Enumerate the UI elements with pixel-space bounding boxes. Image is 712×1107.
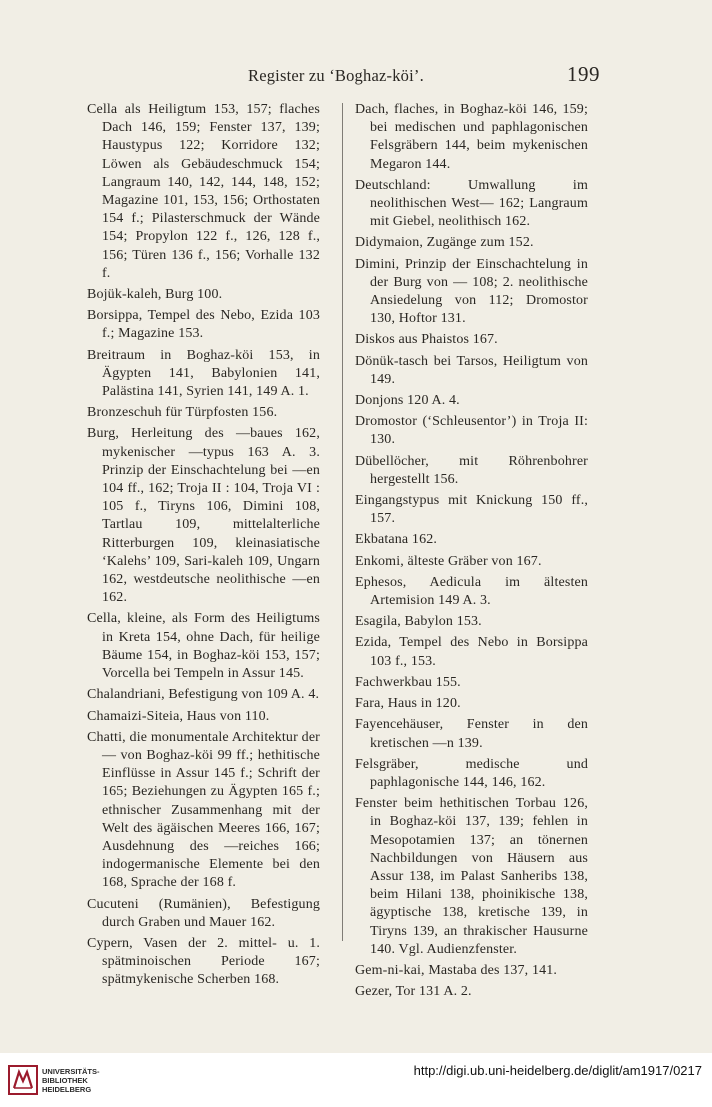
index-entry: Donjons 120 A. 4.: [355, 393, 460, 409]
index-entry: Diskos aus Phaistos 167.: [355, 332, 498, 348]
library-seal-icon: [10, 1067, 36, 1093]
index-entry: Breitraum in Boghaz-köi 153, in Ägypten 141, Babylonien 141, Palästina 141, Syrien 141, 149 A. 1.: [87, 347, 320, 400]
index-entry: Cella, kleine, als Form des Heiligtums in Kreta 154, ohne Dach, für heilige Bäume 154, in Boghaz-köi 153, 157; Vorcella bei Tempeln in Assur 145.: [87, 611, 320, 682]
university-library-logo[interactable]: [8, 1065, 38, 1095]
index-entry: Dübellöcher, mit Röhrenbohrer hergestellt 156.: [355, 453, 588, 487]
running-title: Register zu ‘Boghaz-köi’.: [248, 66, 424, 85]
index-entry: Ezida, Tempel des Nebo in Borsippa 103 f., 153.: [355, 635, 588, 669]
index-entry: Ekbatana 162.: [355, 532, 438, 548]
index-entry: Chatti, die monumentale Architektur der — von Boghaz-köi 99 ff.; hethitische Einflüsse in Assur 145 f.; Schrift der 165; Beziehungen zu Ägypten 165 f.; ethnischer Zusammenhang mit der Welt des ägäischen Meeres 166, 167; Ausdehnung des —reiches 166; indogermanische Elemente bei den 168, Sprache der 168 f.: [87, 729, 320, 891]
index-entry: Fayencehäuser, Fenster in den kretischen —n 139.: [355, 717, 588, 751]
index-entry: Didymaion, Zugänge zum 152.: [355, 235, 534, 251]
library-name-line: UNIVERSITÄTS-: [42, 1067, 100, 1076]
index-entry: Gem-ni-kai, Mastaba des 137, 141.: [355, 962, 558, 978]
column-divider: [342, 103, 343, 941]
library-name: [42, 1067, 100, 1094]
index-entry: Fachwerkbau 155.: [355, 674, 461, 690]
index-entry: Enkomi, älteste Gräber von 167.: [355, 553, 542, 569]
page-number: 199: [567, 62, 600, 86]
index-entry: Gezer, Tor 131 A. 2.: [355, 984, 472, 1000]
index-entry: Fenster beim hethitischen Torbau 126, in Boghaz-köi 137, 139; fehlen in Mesopotamien 137; an tönernen Nachbildungen von Häusern aus Assur 138, im Palast Sanheribs 138, beim Hilani 138, phoinikische 138, ägyptische 138, kretische 139, in Tiryns 139, an thrakischer Hausurne 140. Vgl. Audienzfenster.: [355, 796, 588, 957]
index-column-left: [87, 101, 320, 993]
index-entry: Eingangstypus mit Knickung 150 ff., 157.: [355, 493, 588, 527]
index-entry: Chalandriani, Befestigung von 109 A. 4.: [87, 687, 320, 703]
index-entry: Chamaizi-Siteia, Haus von 110.: [87, 708, 270, 724]
index-entry: Borsippa, Tempel des Nebo, Ezida 103 f.; Magazine 153.: [87, 308, 320, 342]
index-entry: Dach, flaches, in Boghaz-köi 146, 159; bei medischen und paphlagonischen Felsgräbern 144, beim mykenischen Megaron 144.: [355, 102, 588, 172]
digital-copy-url[interactable]: http://digi.ub.uni-heidelberg.de/diglit/am1917/0217: [413, 1063, 702, 1078]
library-name-line: BIBLIOTHEK: [42, 1076, 88, 1085]
index-column-right: [355, 101, 588, 1004]
index-entry: Fara, Haus in 120.: [355, 696, 461, 712]
library-name-line: HEIDELBERG: [42, 1085, 92, 1094]
index-entry: Cucuteni (Rumänien), Befestigung durch Graben und Mauer 162.: [87, 896, 320, 930]
index-entry: Dromostor (‘Schleusentor’) in Troja II: 130.: [355, 414, 588, 448]
index-entry: Felsgräber, medische und paphlagonische 144, 146, 162.: [355, 756, 588, 790]
index-entry: Esagila, Babylon 153.: [355, 614, 482, 630]
footer-bar: [0, 1053, 712, 1107]
index-entry: Ephesos, Aedicula im ältesten Artemision 149 A. 3.: [355, 574, 588, 609]
index-entry: Cypern, Vasen der 2. mittel- u. 1. spätminoischen Periode 167; spätmykenische Scherben 168.: [87, 935, 320, 988]
index-entry: Dimini, Prinzip der Einschachtelung in der Burg von — 108; 2. neolithische Ansiedelung von 112; Dromostor 130, Hoftor 131.: [355, 256, 588, 327]
index-entry: Bojük-kaleh, Burg 100.: [87, 287, 223, 303]
index-entry: Deutschland: Umwallung im neolithischen West— 162; Langraum mit Giebel, neolithisch 162.: [355, 177, 588, 230]
index-entry: Dönük-tasch bei Tarsos, Heiligtum von 149.: [355, 353, 588, 387]
index-entry: Cella als Heiligtum 153, 157; flaches Dach 146, 159; Fenster 137, 139; Haustypus 122; Korridore 132; Löwen als Gebäudeschmuck 154; Langraum 140, 142, 144, 148, 152; Magazine 101, 153, 156; Orthostaten 154 f.; Pilasterschmuck der Wände 154; Propylon 122 f., 126, 128 f., 156; Türen 136 f., 156; Vorhalle 132 f.: [87, 102, 320, 281]
index-entry: Burg, Herleitung des —baues 162, mykenischer —typus 163 A. 3. Prinzip der Einschachtelung bei —en 104 ff., 162; Troja II : 104, Troja VI : 105 f., Tiryns 106, Dimini 108, Tartlau 109, mittelalterliche Ritterburgen 109, kleinasiatische ‘Kalehs’ 109, Sari-kaleh 109, Ungarn 162, westdeutsche neolithische —en 162.: [87, 426, 320, 606]
index-entry: Bronzeschuh für Türpfosten 156.: [87, 405, 278, 421]
